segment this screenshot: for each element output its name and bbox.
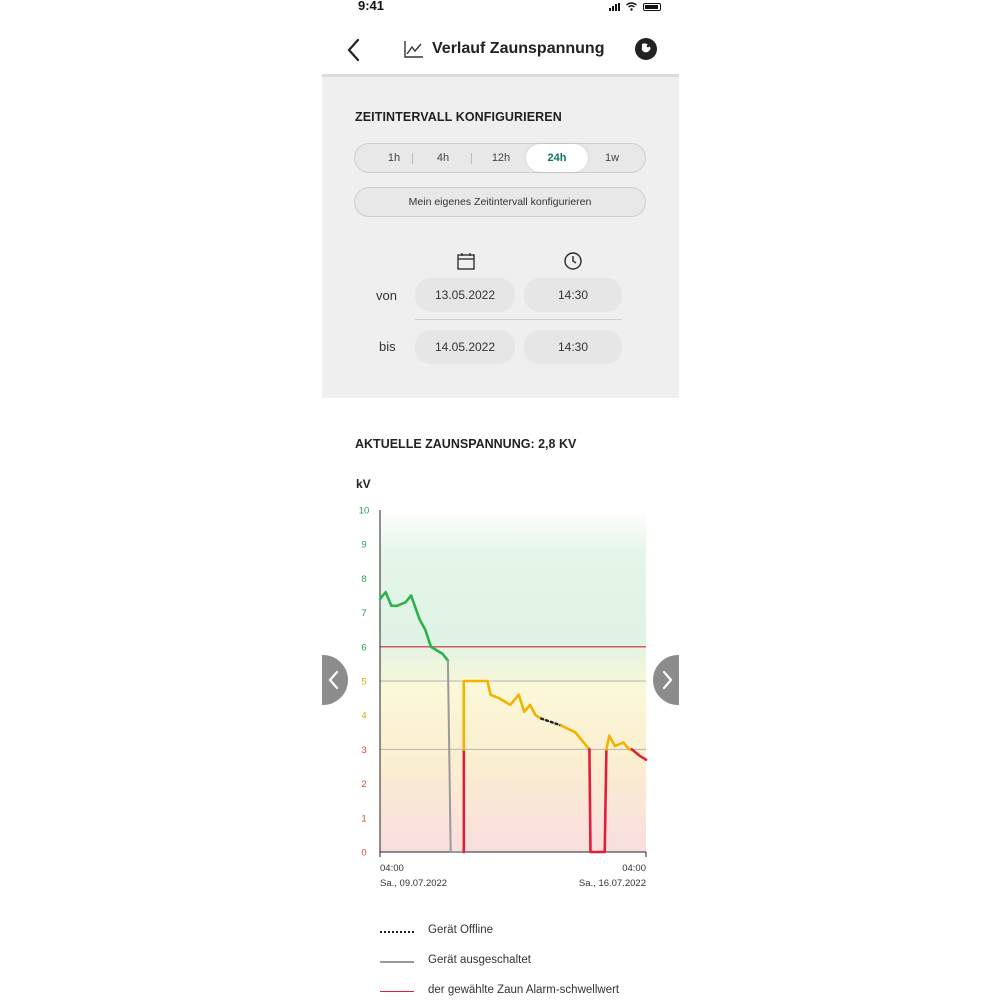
status-icons [609, 2, 661, 11]
interval-option-4h[interactable]: 4h [436, 152, 450, 164]
nav-title [404, 40, 604, 58]
legend-swatch-threshold [380, 991, 414, 992]
chart-next-button[interactable] [653, 655, 679, 705]
from-time-field[interactable]: 14:30 [524, 278, 622, 312]
calendar-icon [456, 251, 476, 271]
y-tick-label: 4 [361, 710, 367, 722]
signal-icon [609, 3, 620, 11]
legend-label-offline: Gerät Offline [428, 924, 493, 936]
divider [415, 319, 622, 320]
chevron-left-icon [322, 655, 348, 705]
y-tick-label: 9 [361, 539, 367, 551]
clock-icon [563, 251, 583, 271]
voltage-chart [344, 470, 654, 900]
y-tick-label: 5 [361, 676, 367, 688]
section-heading-interval: ZEITINTERVALL KONFIGURIEREN [355, 110, 562, 124]
current-voltage-heading: AKTUELLE ZAUNSPANNUNG: 2,8 KV [355, 437, 577, 451]
brand-logo-icon[interactable] [635, 38, 657, 60]
y-tick-label: 8 [361, 573, 367, 585]
status-time: 9:41 [358, 0, 385, 13]
interval-option-24h[interactable]: 24h [526, 144, 588, 172]
chart-prev-button[interactable] [322, 655, 348, 705]
from-label: von [376, 288, 397, 303]
to-time-field[interactable]: 14:30 [524, 330, 622, 364]
legend-swatch-off [380, 961, 414, 963]
legend-swatch-offline [380, 931, 414, 933]
back-chevron-icon[interactable] [342, 36, 366, 64]
interval-config-panel [322, 74, 679, 398]
y-tick-label: 6 [361, 642, 367, 654]
custom-interval-button[interactable]: Mein eigenes Zeitintervall konfigurieren [354, 187, 646, 217]
page-title: Verlauf Zaunspannung [432, 40, 605, 57]
from-date-field[interactable]: 13.05.2022 [415, 278, 515, 312]
to-label: bis [379, 339, 396, 354]
y-tick-label: 7 [361, 608, 367, 620]
x-tick-label-start-date: Sa., 09.07.2022 [380, 878, 448, 889]
interval-option-1w[interactable]: 1w [604, 152, 620, 164]
status-bar [322, 0, 679, 22]
y-tick-label: 10 [358, 505, 370, 517]
legend-label-off: Gerät ausgeschaltet [428, 954, 531, 966]
y-tick-label: 2 [361, 779, 367, 791]
y-tick-label: 0 [361, 847, 367, 859]
interval-segmented-control [354, 143, 646, 173]
y-tick-label: 1 [361, 813, 367, 825]
interval-option-12h[interactable]: 12h [491, 152, 511, 164]
y-tick-label: 3 [361, 744, 367, 756]
interval-option-1h[interactable]: 1h [387, 152, 401, 164]
legend-label-threshold: der gewählte Zaun Alarm-schwellwert [428, 984, 620, 996]
wifi-icon [626, 2, 637, 11]
x-tick-label-end-time: 04:00 [622, 863, 646, 874]
phone-screen [322, 0, 679, 1000]
nav-bar [322, 28, 679, 72]
x-tick-label-start-time: 04:00 [380, 863, 404, 874]
line-chart-icon [404, 40, 424, 58]
x-tick-label-end-date: Sa., 16.07.2022 [578, 878, 646, 889]
y-axis-label: kV [356, 477, 371, 491]
chevron-right-icon [653, 655, 679, 705]
battery-icon [643, 3, 661, 11]
to-date-field[interactable]: 14.05.2022 [415, 330, 515, 364]
